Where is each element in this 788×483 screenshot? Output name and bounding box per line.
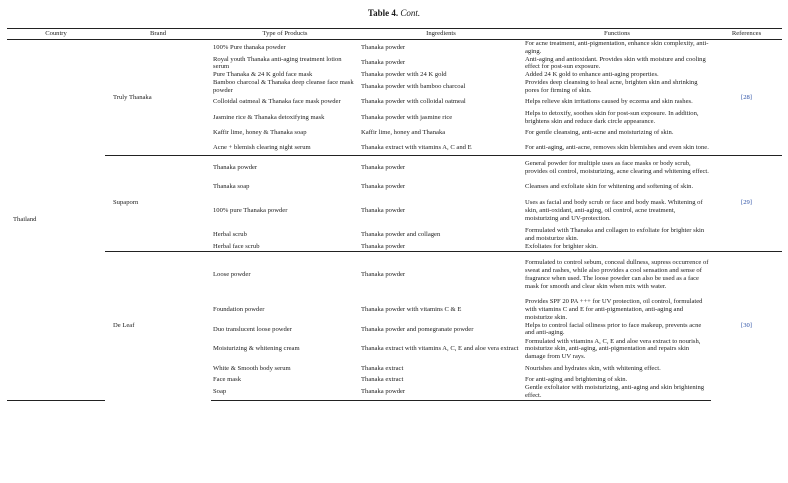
product-type-cell: 100% Pure thanaka powder: [211, 40, 359, 56]
table-row: [7, 251, 782, 298]
ingredients-cell: Thanaka extract with vitamins A, C and E: [359, 140, 523, 155]
data-table: [7, 28, 782, 401]
table-row: [7, 155, 782, 179]
functions-cell: Helps to detoxify, soothes skin for post-sun exposure. In addition, brightens skin and reduce dark circle appearance.: [525, 109, 699, 125]
ingredients-cell: Thanaka powder with vitamins C & E: [361, 306, 462, 314]
product-type-cell: Foundation powder: [213, 306, 265, 314]
product-type-cell: Herbal face scrub: [211, 243, 359, 251]
functions-cell: For anti-aging and brightening of skin.: [525, 376, 628, 384]
product-type-cell: Thanaka soap: [213, 182, 250, 190]
functions-cell: Anti-aging and antioxidant. Provides skin with moisture and cooling effect for post-sun exposure.: [525, 55, 706, 71]
product-type-cell: 100% pure Thanaka powder: [213, 206, 288, 214]
reference-link[interactable]: [30]: [711, 251, 782, 400]
functions-cell: For gentle cleansing, anti-acne and moisturizing of skin.: [525, 128, 674, 136]
functions-cell: Exfoliates for brighter skin.: [523, 243, 711, 251]
functions-cell: Helps to control facial oiliness prior to face makeup, prevents acne and anti-aging.: [525, 321, 702, 337]
functions-cell: Gentle exfoliator with moisturizing, anti-aging and skin brightening effect.: [523, 384, 711, 400]
functions-cell: For anti-aging, anti-acne, removes skin blemishes and even skin tone.: [523, 140, 711, 155]
product-type-cell: Bamboo charcoal & Thanaka deep cleanse face mask powder: [213, 79, 354, 94]
ingredients-cell: Thanaka extract: [361, 376, 404, 384]
table-header-row: [7, 29, 782, 40]
ingredients-cell: Thanaka powder: [361, 59, 406, 67]
caption-cont: Cont.: [400, 8, 421, 18]
country-cell: Thailand: [7, 40, 105, 401]
header-ingredients: Ingredients: [426, 30, 456, 38]
product-type-cell: Kaffir lime, honey & Thanaka soap: [213, 128, 307, 136]
table-caption: [0, 8, 788, 19]
product-type-cell: Loose powder: [211, 251, 359, 298]
ingredients-cell: Thanaka powder: [361, 182, 406, 190]
table-row: [7, 40, 782, 56]
ingredients-cell: Thanaka extract: [361, 364, 404, 372]
reference-link[interactable]: [29]: [711, 155, 782, 251]
ingredients-cell: Thanaka powder with 24 K gold: [361, 71, 447, 79]
ingredients-cell: Thanaka powder and pomegranate powder: [361, 325, 474, 333]
ingredients-cell: Thanaka powder: [359, 243, 523, 251]
product-type-cell: Thanaka powder: [211, 155, 359, 179]
product-type-cell: Moisturizing & whitening cream: [213, 345, 300, 353]
product-type-cell: Royal youth Thanaka anti-aging treatment lotion serum: [213, 55, 342, 71]
header-references: References: [731, 30, 762, 38]
brand-cell: De Leaf: [105, 251, 211, 400]
header-country: Country: [45, 30, 67, 38]
ingredients-cell: Thanaka powder: [359, 40, 523, 56]
product-type-cell: Soap: [211, 384, 359, 400]
functions-cell: Formulated to control sebum, conceal dullness, supress occurrence of sweat and rashes, while also provides a cool sensation and sense of fragrance when used. The loose powder can also be used as a face mask for smooth and clear skin when mix with water.: [523, 251, 711, 298]
functions-cell: Helps relieve skin irritations caused by eczema and skin rashes.: [525, 98, 693, 106]
product-type-cell: Herbal scrub: [213, 231, 247, 239]
ingredients-cell: Thanaka powder with bamboo charcoal: [361, 83, 466, 91]
ingredients-cell: Thanaka extract with vitamins A, C, E and aloe vera extract: [361, 345, 519, 353]
header-type: Type of Products: [262, 30, 308, 38]
functions-cell: Cleanses and exfoliate skin for whitening and softening of skin.: [525, 182, 694, 190]
functions-cell: Nourishes and hydrates skin, with whitening effect.: [525, 364, 661, 372]
brand-cell: Truly Thanaka: [105, 40, 211, 156]
product-type-cell: Colloidal oatmeal & Thanaka face mask powder: [213, 98, 341, 106]
product-type-cell: Acne + blemish clearing night serum: [211, 140, 359, 155]
ingredients-cell: Thanaka powder: [359, 384, 523, 400]
functions-cell: Formulated with vitamins A, C, E and aloe vera extract to nourish, moisturize skin, anti-aging, anti-pigmentation and repairs skin damage from UV rays.: [525, 337, 701, 361]
header-brand: Brand: [149, 30, 167, 38]
ingredients-cell: Thanaka powder and collagen: [361, 231, 441, 239]
product-type-cell: Duo translucent loose powder: [213, 325, 292, 333]
product-type-cell: Face mask: [213, 376, 242, 384]
ingredients-cell: Thanaka powder: [359, 251, 523, 298]
table-body: [7, 40, 782, 401]
product-type-cell: Pure Thanaka & 24 K gold face mask: [213, 71, 313, 79]
functions-cell: Provides deep cleansing to heal acne, brighten skin and shrinking pores for firming of skin.: [525, 79, 698, 94]
functions-cell: For acne treatment, anti-pigmentation, enhance skin complexity, anti-aging.: [523, 40, 711, 56]
functions-cell: Uses as facial and body scrub or face and body mask. Whitening of skin, anti-oxidant, anti-aging, oil control, acne treatment, moisturizing and UV-protection.: [525, 199, 703, 222]
ingredients-cell: Thanaka powder: [361, 206, 406, 214]
ingredients-cell: Thanaka powder with colloidal oatmeal: [361, 98, 466, 106]
brand-cell: Supaporn: [105, 155, 211, 251]
ingredients-cell: Kaffir lime, honey and Thanaka: [361, 128, 446, 136]
functions-cell: Added 24 K gold to enhance anti-aging properties.: [525, 71, 659, 79]
ingredients-cell: Thanaka powder with jasmine rice: [361, 113, 453, 121]
functions-cell: General powder for multiple uses as face masks or body scrub, provides oil control, moisturizing, acne clearing and whitening effect.: [523, 155, 711, 179]
functions-cell: Formulated with Thanaka and collagen to exfoliate for brighter skin and moisturize skin.: [525, 227, 705, 243]
product-type-cell: White & Smooth body serum: [213, 364, 291, 372]
caption-label: Table 4.: [367, 8, 399, 18]
header-functions: Functions: [603, 30, 630, 38]
reference-link[interactable]: [28]: [711, 40, 782, 156]
product-type-cell: Jasmine rice & Thanaka detoxifying mask: [213, 113, 325, 121]
ingredients-cell: Thanaka powder: [359, 155, 523, 179]
functions-cell: Provides SPF 20 PA +++ for UV protection, oil control, formulated with vitamins C and E for anti-pigmentation, anti-aging and moisturize skin.: [525, 298, 703, 321]
